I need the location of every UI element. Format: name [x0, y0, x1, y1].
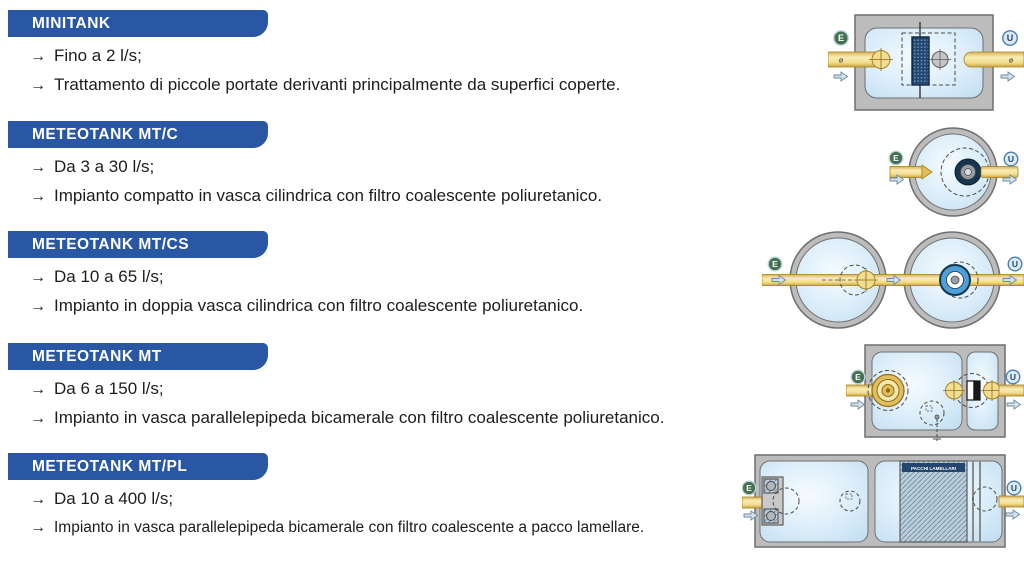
arrow-bullet-icon: → — [30, 159, 46, 176]
section-bullets-mt — [30, 379, 664, 437]
arrow-bullet-icon: → — [30, 410, 46, 427]
outlet-badge — [1008, 257, 1022, 271]
flow-arrow-icon — [851, 400, 865, 409]
outlet-badge — [1003, 31, 1017, 45]
arrow-bullet-icon: → — [30, 381, 46, 398]
svg-text:E: E — [855, 372, 861, 382]
arrow-bullet-icon: → — [30, 48, 46, 65]
outlet-pipe — [999, 496, 1024, 507]
inlet-badge — [851, 370, 865, 384]
svg-text:E: E — [837, 33, 845, 43]
minitank-diagram — [828, 8, 1024, 112]
svg-text:U: U — [1006, 33, 1014, 43]
bullet-description — [30, 186, 602, 207]
bullet-flow-rate — [30, 489, 644, 510]
section-bullets-mtc — [30, 157, 602, 215]
bullet-text: Fino a 2 l/s; — [54, 46, 142, 65]
inlet-badge — [742, 481, 756, 495]
bullet-description — [30, 518, 644, 538]
bullet-text: Impianto compatto in vasca cilindrica con filtro coalescente poliuretanico. — [54, 186, 603, 205]
inlet-badge — [768, 257, 782, 271]
bullet-flow-rate — [30, 267, 583, 288]
meteotank-mtcs-diagram — [762, 231, 1024, 337]
meteotank-mt-diagram — [846, 342, 1024, 446]
svg-text:E: E — [772, 259, 778, 269]
pipe-diameter-label: ø — [1008, 55, 1014, 65]
svg-text:U: U — [1007, 154, 1015, 164]
arrow-bullet-icon: → — [30, 298, 46, 315]
arrow-bullet-icon: → — [30, 188, 46, 205]
bullet-flow-rate — [30, 157, 602, 178]
flow-arrow-icon — [1007, 400, 1021, 409]
outlet-badge — [1006, 370, 1020, 384]
flow-arrow-icon — [1006, 510, 1020, 519]
bullet-text: Impianto in doppia vasca cilindrica con filtro coalescente poliuretanico. — [54, 296, 584, 315]
inlet-badge — [834, 31, 848, 45]
bullet-text: Trattamento di piccole portate derivanti principalmente da superfici coperte. — [54, 75, 621, 94]
section-title-mt: METEOTANK MT — [8, 343, 268, 370]
bullet-flow-rate — [30, 46, 620, 67]
arrow-bullet-icon: → — [30, 519, 46, 536]
meteotank-mtpl-diagram — [742, 449, 1024, 555]
arrow-bullet-icon: → — [30, 491, 46, 508]
svg-text:E: E — [746, 483, 752, 493]
meteotank-mtc-diagram — [860, 118, 1024, 230]
outlet-badge — [1004, 152, 1018, 166]
svg-text:U: U — [1010, 483, 1018, 493]
section-bullets-mtpl — [30, 489, 644, 546]
bullet-text: Da 10 a 65 l/s; — [54, 267, 164, 286]
inlet-pipe — [742, 497, 763, 508]
arrow-bullet-icon: → — [30, 269, 46, 286]
bullet-description — [30, 296, 583, 317]
bullet-text: Da 10 a 400 l/s; — [54, 489, 174, 508]
arrow-bullet-icon: → — [30, 77, 46, 94]
flow-arrow-icon — [834, 72, 848, 81]
section-title-mtpl: METEOTANK MT/PL — [8, 453, 268, 480]
flow-arrow-icon — [1001, 72, 1015, 81]
bullet-description — [30, 75, 620, 96]
section-bullets-mtcs — [30, 267, 583, 325]
bullet-text: Da 6 a 150 l/s; — [54, 379, 164, 398]
outlet-badge — [1007, 481, 1021, 495]
svg-text:U: U — [1009, 372, 1017, 382]
section-title-minitank: MINITANK — [8, 10, 268, 37]
bullet-text: Impianto in vasca parallelepipeda bicamerale con filtro coalescente a pacco lamellare. — [54, 519, 645, 536]
pipe-diameter-label: ø — [838, 55, 844, 65]
svg-text:E: E — [893, 153, 899, 163]
bullet-text: Da 3 a 30 l/s; — [54, 157, 155, 176]
coalescing-filter — [955, 159, 981, 185]
section-bullets-minitank — [30, 46, 620, 104]
section-title-mtc: METEOTANK MT/C — [8, 121, 268, 148]
svg-text:PACCHI LAMELLARI: PACCHI LAMELLARI — [910, 465, 957, 471]
bullet-flow-rate — [30, 379, 664, 400]
outlet-pipe — [964, 52, 1024, 67]
section-title-mtcs: METEOTANK MT/CS — [8, 231, 268, 258]
bullet-text: Impianto in vasca parallelepipeda bicamerale con filtro coalescente poliuretanico. — [54, 408, 665, 427]
outlet-pipe — [999, 385, 1024, 396]
lamella-pack — [900, 461, 967, 542]
svg-text:U: U — [1011, 259, 1019, 269]
bullet-description — [30, 408, 664, 429]
outlet-pipe — [981, 167, 1018, 178]
inlet-badge — [889, 151, 903, 165]
